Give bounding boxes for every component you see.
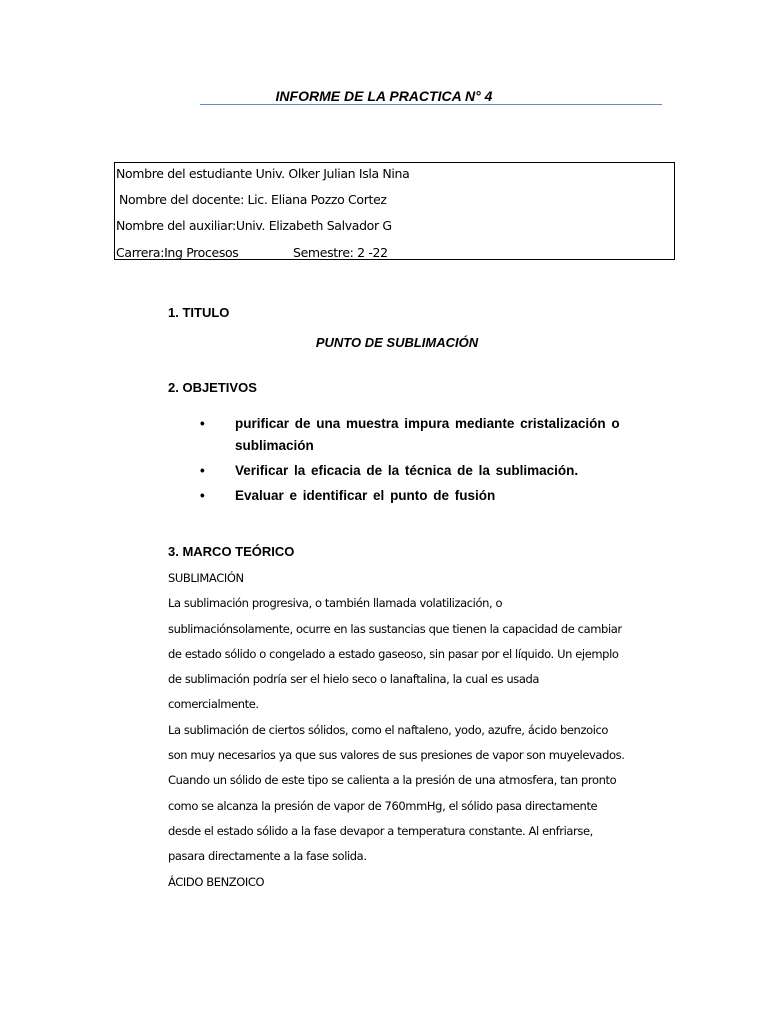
teacher-name-line: Nombre del docente: Lic. Eliana Pozzo Cortez bbox=[119, 192, 387, 207]
title-underline bbox=[200, 104, 662, 105]
bullet-icon: • bbox=[200, 416, 205, 431]
section-heading-objetivos: 2. OBJETIVOS bbox=[168, 380, 257, 395]
assistant-name-line: Nombre del auxiliar:Univ. Elizabeth Salvador G bbox=[116, 218, 392, 233]
bullet-icon: • bbox=[200, 463, 205, 478]
theory-subheading: SUBLIMACIÓN bbox=[168, 571, 244, 585]
theory-line: como se alcanza la presión de vapor de 760mmHg, el sólido pasa directamente bbox=[168, 798, 598, 813]
career-semester-line bbox=[116, 244, 388, 262]
semester-text: Semestre: 2 -22 bbox=[293, 245, 388, 260]
theory-line: La sublimación de ciertos sólidos, como el naftaleno, yodo, azufre, ácido benzoico bbox=[168, 722, 609, 737]
section-heading-titulo: 1. TITULO bbox=[168, 305, 230, 320]
student-info-box bbox=[114, 162, 675, 260]
theory-body bbox=[168, 566, 688, 895]
theory-line: de estado sólido o congelado a estado gaseoso, sin pasar por el líquido. Un ejemplo bbox=[168, 646, 619, 661]
student-name-line: Nombre del estudiante Univ. Olker Julian Isla Nina bbox=[116, 166, 410, 181]
section-heading-marco-teorico: 3. MARCO TEÓRICO bbox=[168, 544, 295, 559]
theory-subheading: ÁCIDO BENZOICO bbox=[168, 874, 265, 889]
theory-line: sublimaciónsolamente, ocurre en las sustancias que tienen la capacidad de cambiar bbox=[168, 621, 622, 636]
theory-line: son muy necesarios ya que sus valores de sus presiones de vapor son muyelevados. bbox=[168, 748, 625, 763]
theory-line: La sublimación progresiva, o también llamada volatilización, o bbox=[168, 596, 503, 611]
practice-title: PUNTO DE SUBLIMACIÓN bbox=[315, 335, 479, 350]
theory-line: pasara directamente a la fase solida. bbox=[168, 849, 367, 864]
career-text: Carrera:Ing Procesos bbox=[116, 245, 239, 260]
report-title: INFORME DE LA PRACTICA N° 4 bbox=[275, 88, 493, 104]
bullet-icon: • bbox=[200, 488, 205, 503]
document-page: INFORME DE LA PRACTICA N° 4 Nombre del estudiante Univ. Olker Julian Isla Nina Nombre del docente: Lic. Eliana Pozzo Cortez Nombre del auxiliar:Univ. Elizabeth Salvador G Carrera:Ing Procesos Semestre: 2 -22 1. TITULO PUNTO DE SUBLIMACIÓN 2. OBJETIVOS • purificar de una muestra impura mediante cristalización o sublimación • Verificar la eficacia de la técnica de la sublimación. • Evaluar e identificar el punto de fusión 3. MARCO TEÓRICO SUBLIMACIÓN La sublimación progresiva, o también llamada volatilización, o sublimaciónsolamente, ocurre en las sustancias que tienen la capacidad de cambiar de estado sólido o congelado a estado gaseoso, sin pasar por el líquido. Un ejemplo de sublimación podría ser el hielo seco o lanaftalina, la cual es usada comercialmente. La sublimación de ciertos sólidos, como el naftaleno, yodo, azufre, ácido benzoico son muy necesarios ya que sus valores de sus presiones de vapor son muyelevados. Cuando un sólido de este tipo se calienta a la presión de una atmosfera, tan pronto como se alcanza la presión de vapor de 760mmHg, el sólido pasa directamente desde el estado sólido a la fase devapor a temperatura constante. Al enfriarse, pasara directamente a la fase solida. ÁCIDO BENZOICO bbox=[0, 0, 768, 1024]
theory-line: de sublimación podría ser el hielo seco o lanaftalina, la cual es usada bbox=[168, 672, 540, 687]
theory-line: desde el estado sólido a la fase devapor a temperatura constante. Al enfriarse, bbox=[168, 823, 593, 838]
theory-line: comercialmente. bbox=[168, 697, 259, 712]
theory-line: Cuando un sólido de este tipo se calienta a la presión de una atmosfera, tan pronto bbox=[168, 773, 617, 788]
